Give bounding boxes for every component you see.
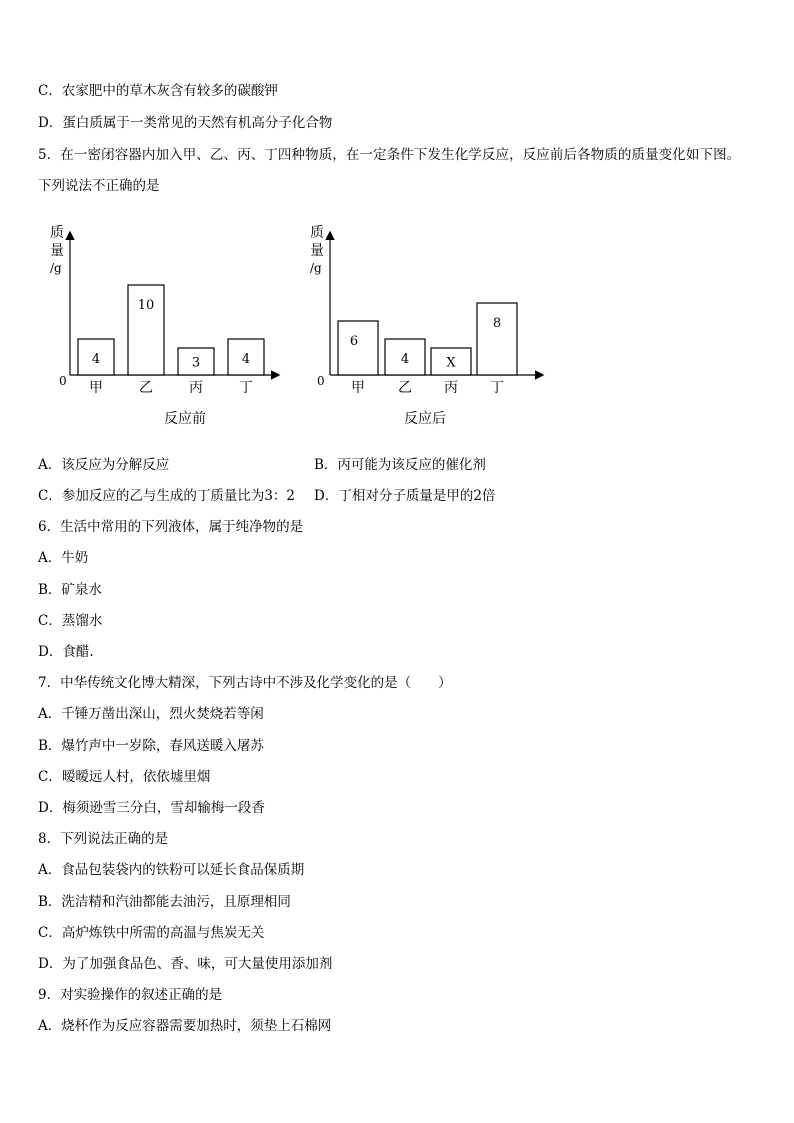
bar-value-label-1: 6	[349, 334, 359, 349]
y-axis-label-3: /g	[310, 261, 322, 275]
option-d-previous: D．蛋白质属于一类常见的天然有机高分子化合物	[38, 115, 333, 131]
question-7-option-d: D．梅须逊雪三分白，雪却输梅一段香	[38, 800, 265, 816]
question-7-option-b: B．爆竹声中一岁除，春风送暖入屠苏	[38, 738, 264, 754]
category-label-1: 甲	[351, 380, 365, 396]
bar-value-label-3: 3	[191, 355, 201, 371]
question-5-option-a: A．该反应为分解反应	[38, 457, 170, 473]
bar-value-label-4: 4	[241, 352, 251, 367]
y-axis-label-2: 量	[50, 243, 64, 259]
category-label-2: 乙	[139, 380, 153, 396]
question-8-option-b: B．洗洁精和汽油都能去油污，且原理相同	[38, 894, 291, 910]
y-axis-label-3: /g	[50, 261, 62, 275]
chart-after-reaction	[300, 215, 560, 439]
question-5-stem: 5．在一密闭容器内加入甲、乙、丙、丁四种物质，在一定条件下发生化学反应，反应前后各物质的质量变化如下图。	[38, 147, 741, 163]
question-8-option-a: A．食品包装袋内的铁粉可以延长食品保质期	[38, 862, 305, 878]
chart-before-reaction	[40, 215, 300, 439]
chart-title: 反应后	[404, 411, 446, 427]
bar-4	[477, 303, 517, 375]
question-6-option-d: D．食醋.	[38, 644, 94, 660]
bar-value-label-2: 4	[400, 352, 410, 367]
category-label-1: 甲	[89, 380, 103, 396]
category-label-4: 丁	[490, 380, 504, 396]
question-6-stem: 6．生活中常用的下列液体，属于纯净物的是	[38, 519, 304, 535]
bar-value-label-2: 10	[137, 298, 155, 313]
category-label-4: 丁	[239, 380, 253, 396]
category-label-3: 丙	[444, 380, 458, 396]
question-7-stem: 7．中华传统文化博大精深，下列古诗中不涉及化学变化的是（ ）	[38, 675, 452, 691]
question-7-option-c: C．暧暧远人村，依依墟里烟	[38, 769, 211, 785]
option-c-previous: C．农家肥中的草木灰含有较多的碳酸钾	[38, 83, 278, 99]
bar-value-label-1: 4	[91, 352, 101, 367]
question-6-option-b: B．矿泉水	[38, 582, 102, 598]
question-6-option-a: A．牛奶	[38, 550, 89, 566]
question-5-option-c: C．参加反应的乙与生成的丁质量比为3：2	[38, 488, 296, 504]
y-axis-label-1: 质	[310, 225, 324, 241]
question-5-option-d: D．丁相对分子质量是甲的2倍	[314, 488, 496, 504]
question-7-option-a: A．千锤万凿出深山，烈火焚烧若等闲	[38, 706, 264, 722]
question-6-option-c: C．蒸馏水	[38, 613, 103, 629]
question-8-stem: 8．下列说法正确的是	[38, 831, 169, 847]
question-8-option-d: D．为了加强食品色、香、味，可大量使用添加剂	[38, 956, 333, 972]
question-8-option-c: C．高炉炼铁中所需的高温与焦炭无关	[38, 925, 265, 941]
question-9-stem: 9．对实验操作的叙述正确的是	[38, 987, 223, 1003]
question-9-option-a: A．烧杯作为反应容器需要加热时，须垫上石棉网	[38, 1018, 332, 1034]
category-label-3: 丙	[189, 380, 203, 396]
category-label-2: 乙	[398, 380, 412, 396]
bar-value-label-3: X	[446, 355, 456, 371]
bar-value-label-4: 8	[492, 316, 502, 331]
origin-label: 0	[317, 374, 325, 388]
chart-title: 反应前	[164, 411, 206, 427]
question-5-prompt: 下列说法不正确的是	[38, 178, 160, 194]
origin-label: 0	[59, 374, 67, 388]
question-5-option-b: B．丙可能为该反应的催化剂	[314, 457, 486, 473]
y-axis-label-1: 质	[50, 225, 64, 241]
y-axis-label-2: 量	[310, 243, 324, 259]
